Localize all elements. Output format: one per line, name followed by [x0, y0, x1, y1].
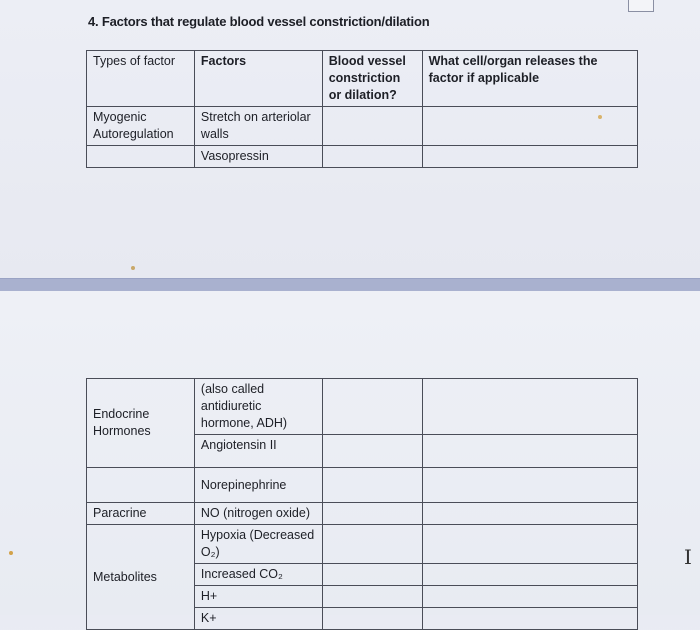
- factors-table-bottom: [86, 378, 638, 630]
- cell-factor: Angiotensin II: [194, 435, 322, 468]
- cell-factor: K+: [194, 608, 322, 630]
- cell-source[interactable]: [422, 608, 637, 630]
- table-row: [87, 468, 638, 503]
- table-row: [87, 525, 638, 564]
- speck-mark: [131, 266, 135, 270]
- cell-type: [87, 146, 195, 168]
- cell-effect[interactable]: [322, 468, 422, 503]
- cell-effect[interactable]: [322, 503, 422, 525]
- cell-effect[interactable]: [322, 525, 422, 564]
- cell-source[interactable]: [422, 564, 637, 586]
- page-separator: [0, 278, 700, 292]
- question-title: 4. Factors that regulate blood vessel constriction/dilation: [88, 14, 430, 29]
- cell-source[interactable]: [422, 525, 637, 564]
- factors-table-top: [86, 50, 638, 168]
- cell-effect[interactable]: [322, 608, 422, 630]
- page-corner-box: [628, 0, 654, 12]
- cell-factor: Increased CO₂: [194, 564, 322, 586]
- cell-type-metabolites: Metabolites: [87, 525, 195, 630]
- header-releasing-cell: What cell/organ releases the factor if applicable: [422, 51, 637, 107]
- header-types-of-factor: Types of factor: [87, 51, 195, 107]
- header-factors: Factors: [194, 51, 322, 107]
- cell-source[interactable]: [422, 586, 637, 608]
- cell-source[interactable]: [422, 379, 637, 435]
- cell-factor: Stretch on arteriolar walls: [194, 107, 322, 146]
- cell-effect[interactable]: [322, 107, 422, 146]
- cell-source[interactable]: [422, 107, 637, 146]
- table-row: [87, 146, 638, 168]
- cell-type-endocrine: Endocrine Hormones: [87, 379, 195, 468]
- cell-effect[interactable]: [322, 586, 422, 608]
- speck-mark: [9, 551, 13, 555]
- cell-factor: Vasopressin: [194, 146, 322, 168]
- cell-type: Myogenic Autoregulation: [87, 107, 195, 146]
- cell-factor: NO (nitrogen oxide): [194, 503, 322, 525]
- cell-type-paracrine: Paracrine: [87, 503, 195, 525]
- cell-source[interactable]: [422, 435, 637, 468]
- cell-factor: Norepinephrine: [194, 468, 322, 503]
- table-header-row: [87, 51, 638, 107]
- header-constriction-dilation: Blood vessel constriction or dilation?: [322, 51, 422, 107]
- table-row: [87, 379, 638, 435]
- cell-source[interactable]: [422, 146, 637, 168]
- speck-mark: [598, 115, 602, 119]
- table-row: [87, 503, 638, 525]
- cell-factor: Hypoxia (Decreased O₂): [194, 525, 322, 564]
- cell-effect[interactable]: [322, 379, 422, 435]
- text-cursor-icon: I: [684, 545, 692, 569]
- cell-effect[interactable]: [322, 435, 422, 468]
- cell-source[interactable]: [422, 468, 637, 503]
- cell-factor: (also called antidiuretic hormone, ADH): [194, 379, 322, 435]
- table-row: [87, 107, 638, 146]
- cell-effect[interactable]: [322, 146, 422, 168]
- cell-factor: H+: [194, 586, 322, 608]
- cell-source[interactable]: [422, 503, 637, 525]
- cell-effect[interactable]: [322, 564, 422, 586]
- cell-type: [87, 468, 195, 503]
